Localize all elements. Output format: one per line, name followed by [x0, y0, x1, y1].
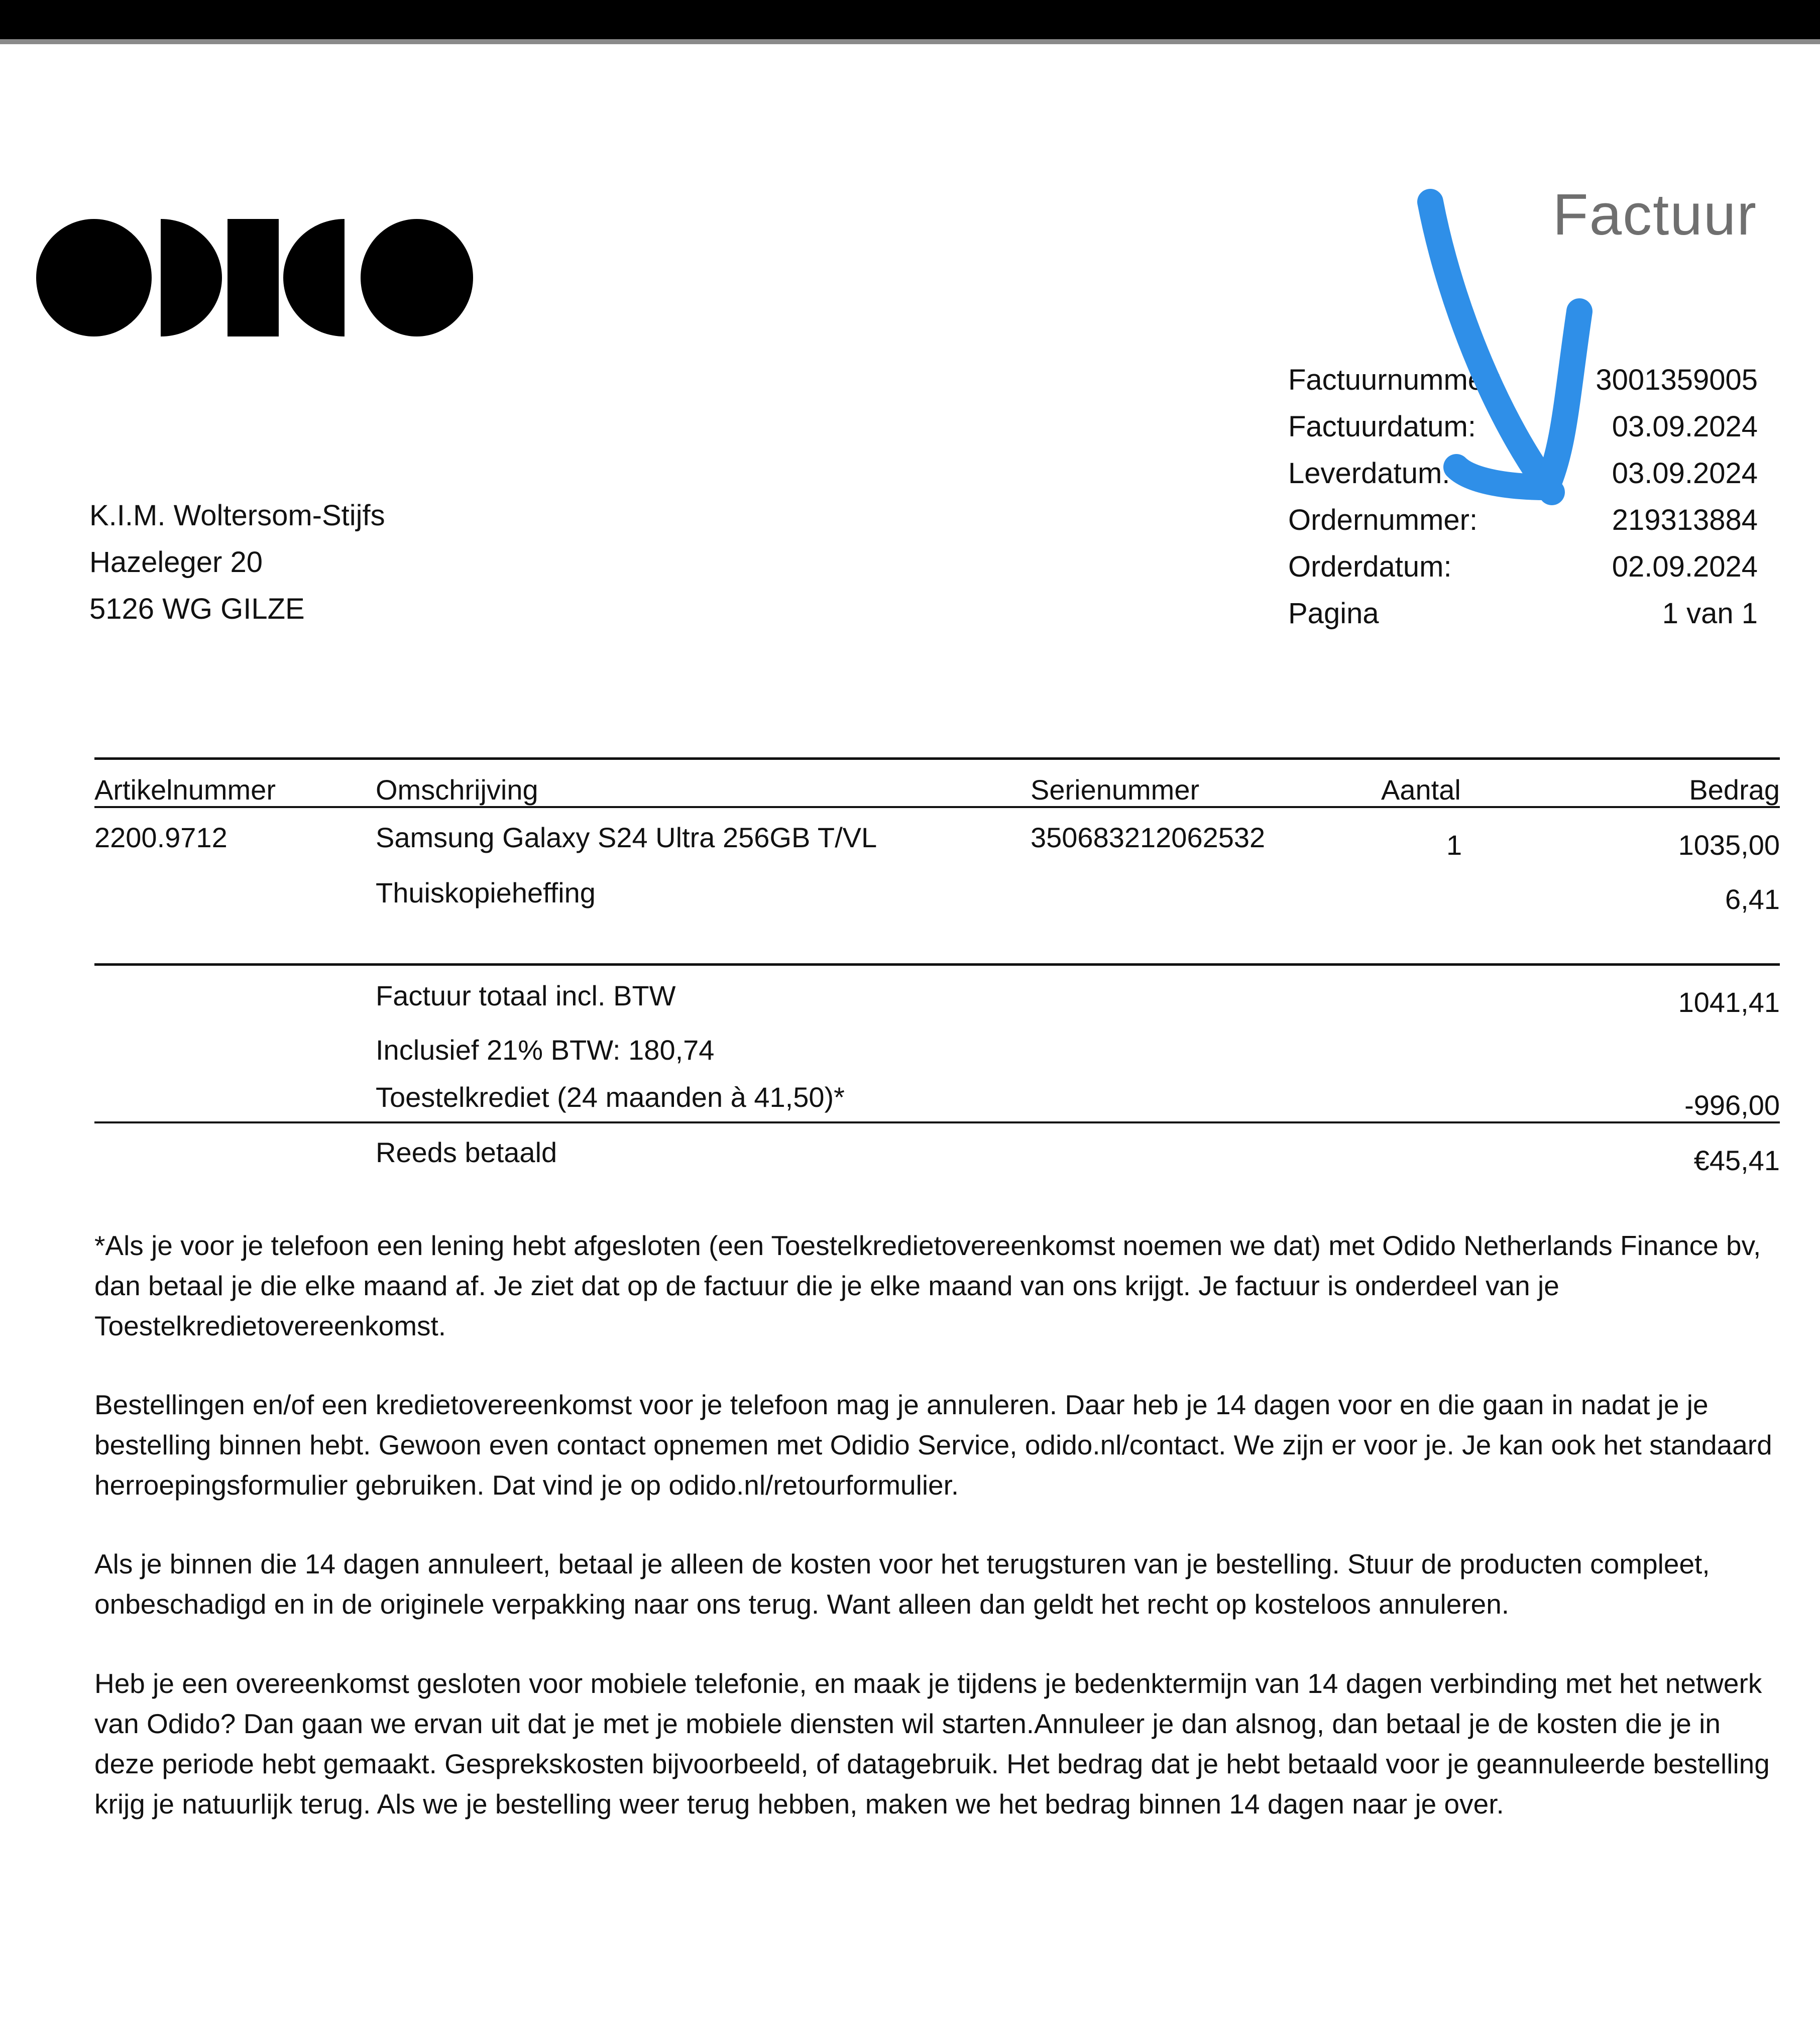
meta-value: 02.09.2024 [1612, 550, 1758, 583]
credit-value: -996,00 [1684, 1089, 1780, 1121]
note-paragraph-3: Als je binnen die 14 dagen annuleert, betaal je alleen de kosten voor het terugsturen van je bestelling. Stuur de producten compleet, onbeschadigd en in de originele verpakking naar ons terug. Want alleen dan geldt het recht op kosteloos annuleren. [94, 1548, 1710, 1620]
logo-d-right [283, 219, 345, 336]
logo-o-left [36, 219, 152, 336]
meta-label: Orderdatum: [1288, 550, 1452, 583]
header-serial: Serienummer [1031, 774, 1200, 806]
header-description: Omschrijving [376, 774, 538, 806]
table-top-rule [94, 757, 1780, 760]
top-divider-line [0, 39, 1820, 44]
logo-d [161, 219, 222, 336]
meta-order-date [1288, 543, 1758, 590]
meta-value: 03.09.2024 [1612, 457, 1758, 490]
meta-value: 1 van 1 [1662, 597, 1758, 630]
meta-value: 3001359005 [1596, 364, 1758, 396]
meta-page [1288, 590, 1758, 637]
recipient-name: K.I.M. Woltersom-Stijfs [89, 499, 385, 532]
logo-i [228, 219, 279, 336]
recipient-address [89, 492, 385, 632]
row-1-article: 2200.9712 [94, 822, 228, 853]
header-quantity: Aantal [1381, 774, 1461, 806]
header-amount: Bedrag [1689, 774, 1780, 806]
row-1-amount: 1035,00 [1678, 829, 1780, 861]
header-bottom-rule [94, 806, 1780, 808]
paid-label: Reeds betaald [376, 1137, 557, 1168]
recipient-city: 5126 WG GILZE [89, 593, 305, 625]
row-2-description: Thuiskopieheffing [376, 877, 596, 909]
vat-label: Inclusief 21% BTW: 180,74 [376, 1034, 715, 1066]
row-2-amount: 6,41 [1725, 883, 1780, 915]
note-paragraph-4: Heb je een overeenkomst gesloten voor mobiele telefonie, en maak je tijdens je bedenktermijn van 14 dagen verbinding met het netwerk van Odido? Dan gaan we ervan uit dat je met je mobiele diensten wil starten.Annuleer je dan alsnog, dan betaal je de kosten die je in deze periode hebt gemaakt. Gesprekskosten bijvoorbeeld, of datagebruik. Het bedrag dat je hebt betaald voor je geannuleerde bestelling krijg je natuurlijk terug. Als we je bestelling weer terug hebben, maken we het bedrag binnen 14 dagen naar je over. [94, 1668, 1770, 1820]
total-label: Factuur totaal incl. BTW [376, 980, 676, 1011]
totals-top-rule [94, 963, 1780, 966]
credit-label: Toestelkrediet (24 maanden à 41,50)* [376, 1081, 845, 1113]
meta-label: Pagina [1288, 597, 1379, 630]
row-1-serial: 350683212062532 [1031, 822, 1266, 853]
meta-label: Leverdatum: [1288, 457, 1450, 490]
odido-logo [36, 219, 473, 336]
meta-value: 03.09.2024 [1612, 410, 1758, 443]
meta-label: Ordernummer: [1288, 504, 1478, 536]
arrow-annotation-icon [1396, 186, 1597, 512]
logo-o-right [361, 219, 473, 336]
document-title: Factuur [1552, 182, 1757, 247]
row-1-quantity: 1 [1446, 829, 1462, 861]
header-article: Artikelnummer [94, 774, 276, 806]
paid-top-rule [94, 1121, 1780, 1123]
row-1-description: Samsung Galaxy S24 Ultra 256GB T/VL [376, 822, 877, 853]
note-paragraph-1: *Als je voor je telefoon een lening hebt afgesloten (een Toestelkredietovereenkomst noemen we dat) met Odido Netherlands Finance bv, dan betaal je die elke maand af. Je ziet dat op de factuur die je elke maand van ons krijgt. Je factuur is onderdeel van je Toestelkredietovereenkomst. [94, 1230, 1761, 1341]
meta-label: Factuurdatum: [1288, 410, 1476, 443]
note-paragraph-2: Bestellingen en/of een kredietovereenkomst voor je telefoon mag je annuleren. Daar heb je 14 dagen voor en die gaan in nadat je je bestelling binnen hebt. Gewoon even contact opnemen met Odidio Service, odido.nl/contact. We zijn er voor je. Je kan ook het standaard herroepingsformulier gebruiken. Dat vind je op odido.nl/retourformulier. [94, 1389, 1772, 1501]
paid-value: €45,41 [1693, 1145, 1780, 1176]
meta-value: 219313884 [1612, 504, 1758, 536]
total-value: 1041,41 [1678, 986, 1780, 1018]
top-black-bar [0, 0, 1820, 39]
meta-label: Factuurnummer: [1288, 364, 1502, 396]
recipient-street: Hazeleger 20 [89, 546, 263, 579]
